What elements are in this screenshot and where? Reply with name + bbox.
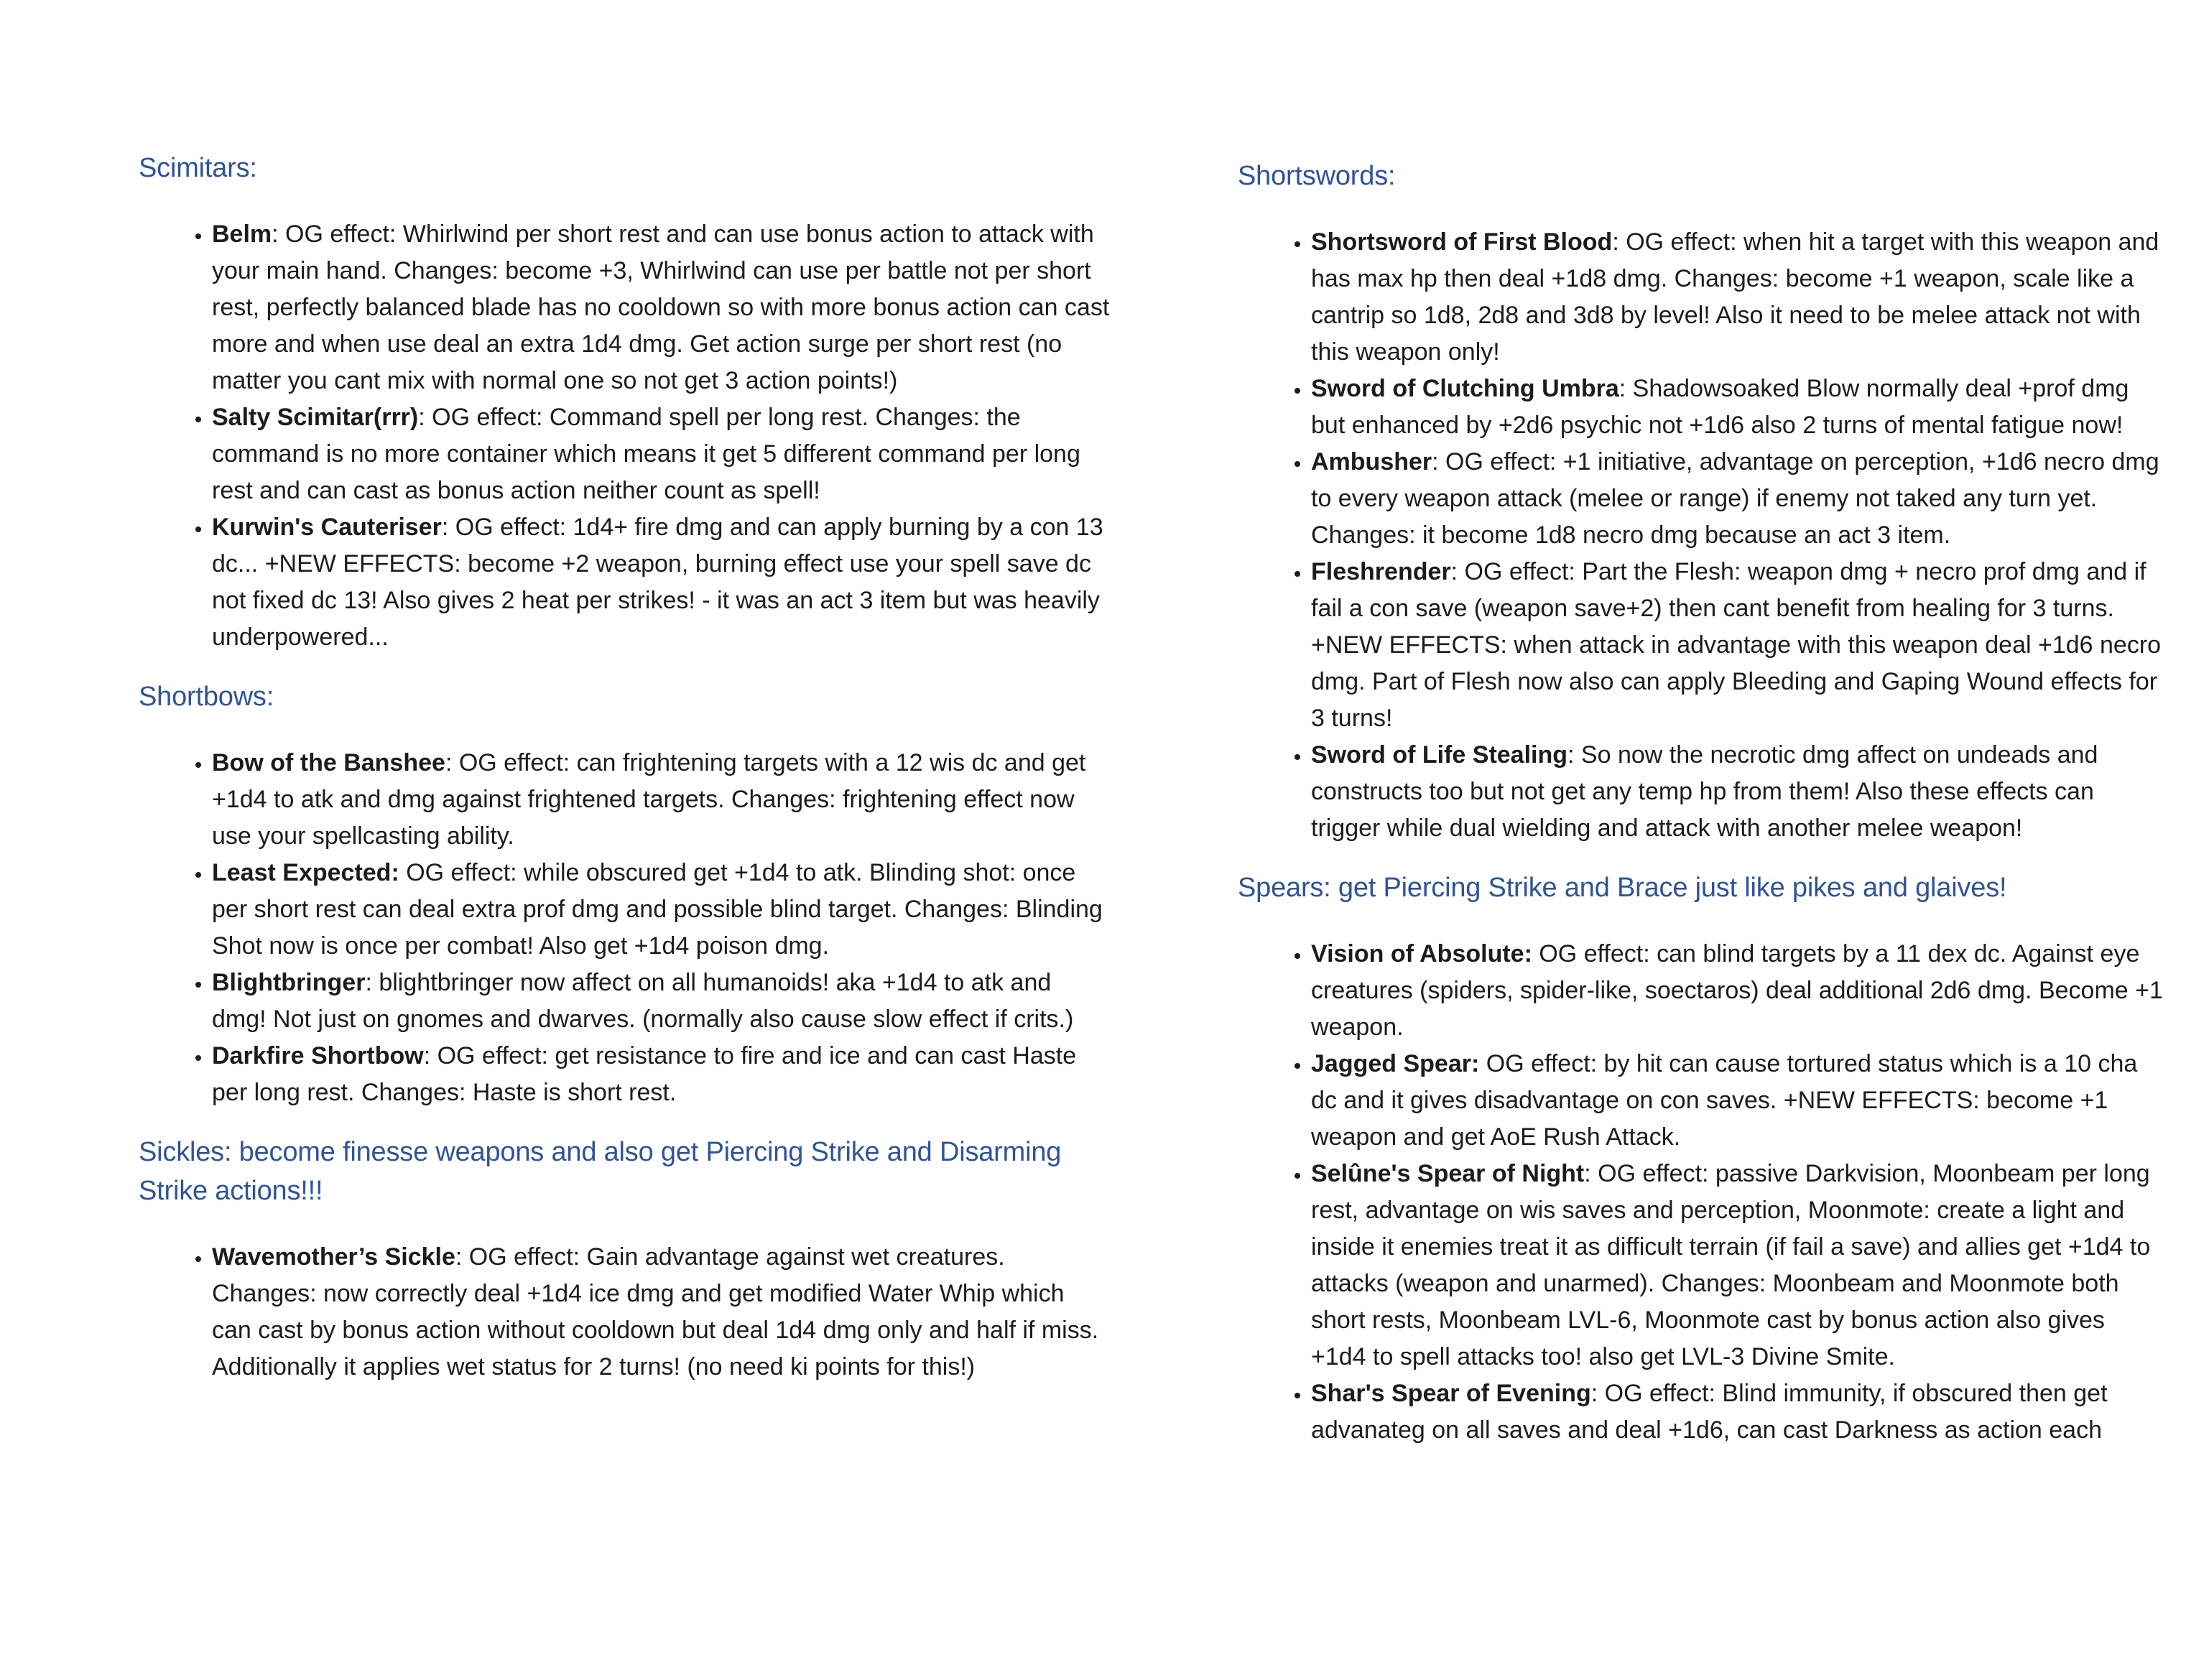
- weapon-list-shortbows: [139, 745, 1110, 1111]
- weapon-description: : OG effect: get resistance to fire and ice and can cast Haste per long rest. Changes: Haste is short rest.: [212, 1042, 1077, 1106]
- weapon-description: : OG effect: passive Darkvision, Moonbeam per long rest, advantage on wis saves and perception, Moonmote: create a light and inside it enemies treat it as difficult terrain (if fail a save) and allies get +1d4 to attacks (weapon and unarmed). Changes: Moonbeam and Moonmote both short rests, Moonbeam LVL-6, Moonmote cast by bonus action also gives +1d4 to spell attacks too! also get LVL-3 Divine Smite.: [1311, 1160, 2151, 1370]
- weapon-item-blightbringer: [212, 965, 1110, 1038]
- section-heading-sickles: Sickles: become finesse weapons and also get Piercing Strike and Disarming Strike actions!!!: [139, 1137, 1062, 1206]
- weapon-list-scimitars: [139, 216, 1110, 656]
- weapon-list-shortswords: [1238, 224, 2166, 847]
- weapon-item-vision-of-absolute: [1311, 936, 2166, 1046]
- weapon-description: : OG effect: Part the Flesh: weapon dmg + necro prof dmg and if fail a con save (weapon save+2) then cant benefit from healing for 3 turns. +NEW EFFECTS: when attack in advantage with this weapon deal +1d6 necro dmg. Part of Flesh now also can apply Bleeding and Gaping Wound effects for 3 turns!: [1311, 558, 2162, 732]
- weapon-description: OG effect: can blind targets by a 11 dex dc. Against eye creatures (spiders, spider-like, soectaros) deal additional 2d6 dmg. Become +1 weapon.: [1311, 940, 2163, 1041]
- section-heading-shortswords: Shortswords:: [1238, 161, 1396, 191]
- weapon-name: Selûne's Spear of Night: [1311, 1160, 1585, 1187]
- weapon-list-spears: [1238, 936, 2166, 1449]
- section-sickles: [139, 1133, 1110, 1386]
- weapon-description: : OG effect: Blind immunity, if obscured then get advanateg on all saves and deal +1d6, can cast Darkness as action each: [1311, 1380, 2108, 1444]
- section-spears: [1238, 868, 2166, 1449]
- weapon-item-bow-of-the-banshee: [212, 745, 1110, 855]
- weapon-name: Bow of the Banshee: [212, 749, 445, 776]
- section-heading-shortbows: Shortbows:: [139, 682, 274, 712]
- weapon-item-shars-spear-of-evening: [1311, 1375, 2166, 1449]
- weapon-description: : So now the necrotic dmg affect on undeads and constructs too but not get any temp hp from them! Also these effects can trigger while dual wielding and attack with another melee weapon!: [1311, 741, 2098, 842]
- weapon-item-shortsword-of-first-blood: [1311, 224, 2166, 371]
- weapon-item-fleshrender: [1311, 554, 2166, 737]
- weapon-item-darkfire-shortbow: [212, 1038, 1110, 1111]
- weapon-name: Ambusher: [1311, 448, 1432, 475]
- weapon-item-belm: [212, 216, 1110, 399]
- weapon-name: Shar's Spear of Evening: [1311, 1380, 1591, 1407]
- section-heading-spears: Spears: get Piercing Strike and Brace just like pikes and glaives!: [1238, 873, 2007, 903]
- weapon-name: Fleshrender: [1311, 558, 1451, 585]
- right-column: [1238, 157, 2166, 1449]
- weapon-item-kurwins-cauteriser: [212, 509, 1110, 656]
- weapon-name: Shortsword of First Blood: [1311, 228, 1613, 256]
- section-heading-scimitars: Scimitars:: [139, 153, 257, 183]
- weapon-item-least-expected: [212, 855, 1110, 965]
- weapon-description: : OG effect: +1 initiative, advantage on perception, +1d6 necro dmg to every weapon attack (melee or range) if enemy not taked any turn yet. Changes: it become 1d8 necro dmg because an act 3 item.: [1311, 448, 2159, 549]
- weapon-description: : OG effect: can frightening targets with a 12 wis dc and get +1d4 to atk and dmg against frightened targets. Changes: frightening effect now use your spellcasting ability.: [212, 749, 1086, 850]
- weapon-name: Blightbringer: [212, 969, 366, 996]
- weapon-name: Sword of Life Stealing: [1311, 741, 1568, 769]
- weapon-description: : blightbringer now affect on all humanoids! aka +1d4 to atk and dmg! Not just on gnomes and dwarves. (normally also cause slow effect if crits.): [212, 969, 1074, 1033]
- weapon-item-wavemothers-sickle: [212, 1239, 1110, 1386]
- weapon-list-sickles: [139, 1239, 1110, 1386]
- weapon-description: : OG effect: Whirlwind per short rest and can use bonus action to attack with your main hand. Changes: become +3, Whirlwind can use per battle not per short rest, perfectly balanced blade has no cooldown so with more bonus action can cast more and when use deal an extra 1d4 dmg. Get action surge per short rest (no matter you cant mix with normal one so not get 3 action points!): [212, 221, 1110, 394]
- weapon-description: OG effect: while obscured get +1d4 to atk. Blinding shot: once per short rest can deal extra prof dmg and possible blind target. Changes: Blinding Shot now is once per combat! Also get +1d4 poison dmg.: [212, 859, 1103, 960]
- weapon-name: Vision of Absolute:: [1311, 940, 1532, 967]
- weapon-item-selunes-spear-of-night: [1311, 1156, 2166, 1375]
- weapon-item-sword-of-life-stealing: [1311, 737, 2166, 847]
- weapon-description: : OG effect: Command spell per long rest. Changes: the command is no more container which means it get 5 different command per long rest and can cast as bonus action neither count as spell!: [212, 404, 1080, 504]
- left-column: [139, 149, 1110, 1386]
- weapon-name: Kurwin's Cauteriser: [212, 514, 442, 541]
- weapon-name: Jagged Spear:: [1311, 1050, 1480, 1077]
- weapon-name: Least Expected:: [212, 859, 399, 886]
- weapon-name: Salty Scimitar(rrr): [212, 404, 419, 431]
- weapon-description: : OG effect: Gain advantage against wet creatures. Changes: now correctly deal +1d4 ice dmg and get modified Water Whip which can cast by bonus action without cooldown but deal 1d4 dmg only and half if miss. Additionally it applies wet status for 2 turns! (no need ki points for this!): [212, 1243, 1099, 1380]
- weapon-name: Belm: [212, 221, 272, 248]
- section-scimitars: [139, 149, 1110, 656]
- weapon-description: : Shadowsoaked Blow normally deal +prof dmg but enhanced by +2d6 psychic not +1d6 also 2 turns of mental fatigue now!: [1311, 375, 2129, 439]
- section-shortswords: [1238, 157, 2166, 847]
- weapon-description: OG effect: by hit can cause tortured status which is a 10 cha dc and it gives disadvantage on con saves. +NEW EFFECTS: become +1 weapon and get AoE Rush Attack.: [1311, 1050, 2138, 1151]
- weapon-description: : OG effect: when hit a target with this weapon and has max hp then deal +1d8 dmg. Changes: become +1 weapon, scale like a cantrip so 1d8, 2d8 and 3d8 by level! Also it need to be melee attack not with this weapon only!: [1311, 228, 2159, 366]
- weapon-item-ambusher: [1311, 444, 2166, 554]
- section-shortbows: [139, 677, 1110, 1111]
- weapon-description: : OG effect: 1d4+ fire dmg and can apply burning by a con 13 dc... +NEW EFFECTS: become +2 weapon, burning effect use your spell save dc not fixed dc 13! Also gives 2 heat per strikes! - it was an act 3 item but was heavily underpowered...: [212, 514, 1103, 651]
- weapon-name: Sword of Clutching Umbra: [1311, 375, 1619, 402]
- weapon-item-salty-scimitar: [212, 399, 1110, 509]
- weapon-name: Wavemother’s Sickle: [212, 1243, 455, 1271]
- weapon-item-jagged-spear: [1311, 1046, 2166, 1156]
- weapon-item-sword-of-clutching-umbra: [1311, 371, 2166, 444]
- weapon-name: Darkfire Shortbow: [212, 1042, 424, 1069]
